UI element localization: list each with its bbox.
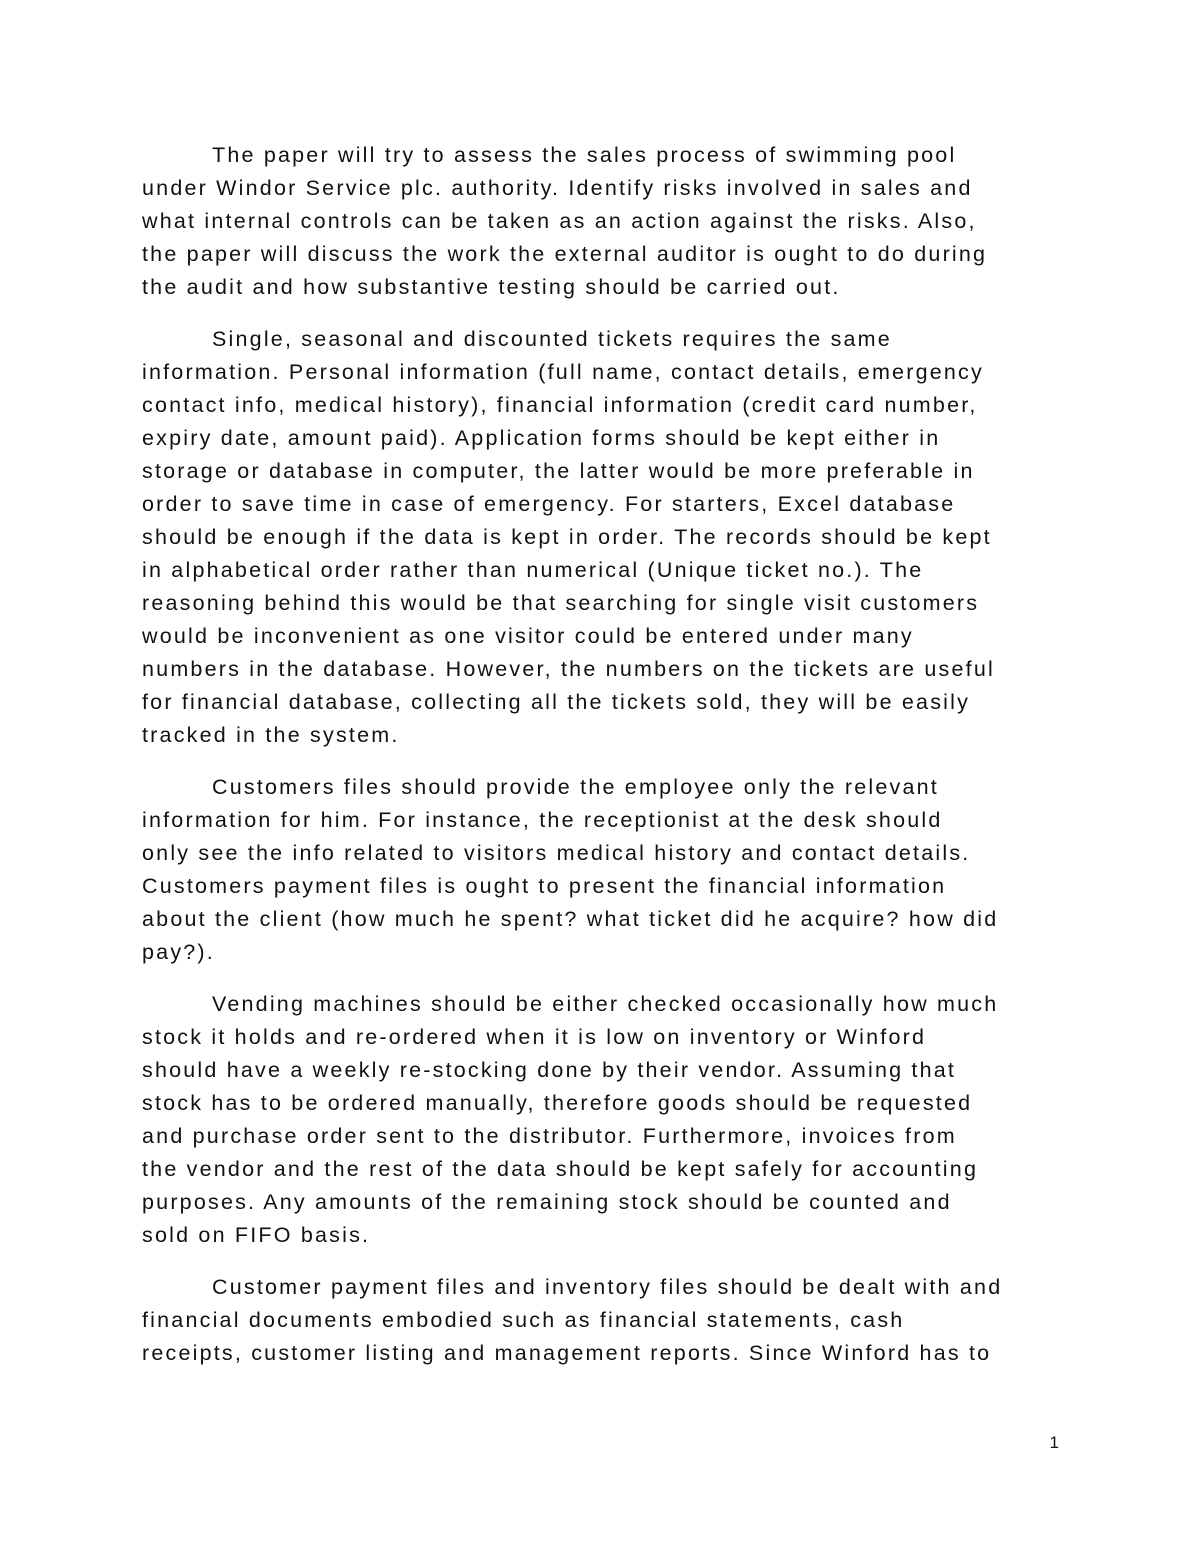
text-line: the audit and how substantive testing should be carried out. <box>142 275 841 299</box>
text-line: financial documents embodied such as financial statements, cash <box>142 1308 905 1332</box>
text-line: only see the info related to visitors medical history and contact details. <box>142 841 971 865</box>
text-line: should be enough if the data is kept in order. The records should be kept <box>142 525 992 549</box>
text-line: information. Personal information (full name, contact details, emergency <box>142 360 984 384</box>
document-body <box>142 139 1064 1389</box>
text-line: Customers payment files is ought to present the financial information <box>142 874 947 898</box>
text-line: stock it holds and re-ordered when it is low on inventory or Winford <box>142 1025 927 1049</box>
text-line: receipts, customer listing and management reports. Since Winford has to <box>142 1341 992 1365</box>
text-line: and purchase order sent to the distributor. Furthermore, invoices from <box>142 1124 957 1148</box>
text-line: would be inconvenient as one visitor could be entered under many <box>142 624 914 648</box>
text-line: storage or database in computer, the latter would be more preferable in <box>142 459 975 483</box>
paragraph-4 <box>142 988 1064 1252</box>
text-line: for financial database, collecting all the tickets sold, they will be easily <box>142 690 971 714</box>
text-line: Customers files should provide the employee only the relevant <box>212 775 939 799</box>
text-line: pay?). <box>142 940 215 964</box>
text-line: order to save time in case of emergency. For starters, Excel database <box>142 492 956 516</box>
text-line: in alphabetical order rather than numerical (Unique ticket no.). The <box>142 558 924 582</box>
text-line: Customer payment files and inventory files should be dealt with and <box>212 1275 1003 1299</box>
text-line: reasoning behind this would be that searching for single visit customers <box>142 591 980 615</box>
text-line: purposes. Any amounts of the remaining stock should be counted and <box>142 1190 952 1214</box>
text-line: under Windor Service plc. authority. Identify risks involved in sales and <box>142 176 973 200</box>
text-line: expiry date, amount paid). Application forms should be kept either in <box>142 426 941 450</box>
text-line: contact info, medical history), financial information (credit card number, <box>142 393 978 417</box>
text-line: numbers in the database. However, the numbers on the tickets are useful <box>142 657 995 681</box>
text-line: Vending machines should be either checked occasionally how much <box>212 992 999 1016</box>
page-number: 1 <box>1049 1433 1059 1452</box>
paragraph-5 <box>142 1271 1064 1370</box>
text-line: about the client (how much he spent? what ticket did he acquire? how did <box>142 907 999 931</box>
text-line: tracked in the system. <box>142 723 400 747</box>
paragraph-1 <box>142 139 1064 304</box>
text-line: the paper will discuss the work the external auditor is ought to do during <box>142 242 988 266</box>
text-line: The paper will try to assess the sales process of swimming pool <box>212 143 957 167</box>
paragraph-3 <box>142 771 1064 969</box>
text-line: should have a weekly re-stocking done by their vendor. Assuming that <box>142 1058 957 1082</box>
paragraph-2 <box>142 323 1064 752</box>
text-line: sold on FIFO basis. <box>142 1223 371 1247</box>
text-line: what internal controls can be taken as an action against the risks. Also, <box>142 209 977 233</box>
text-line: stock has to be ordered manually, therefore goods should be requested <box>142 1091 973 1115</box>
text-line: information for him. For instance, the receptionist at the desk should <box>142 808 943 832</box>
text-line: the vendor and the rest of the data should be kept safely for accounting <box>142 1157 979 1181</box>
text-line: Single, seasonal and discounted tickets requires the same <box>212 327 892 351</box>
